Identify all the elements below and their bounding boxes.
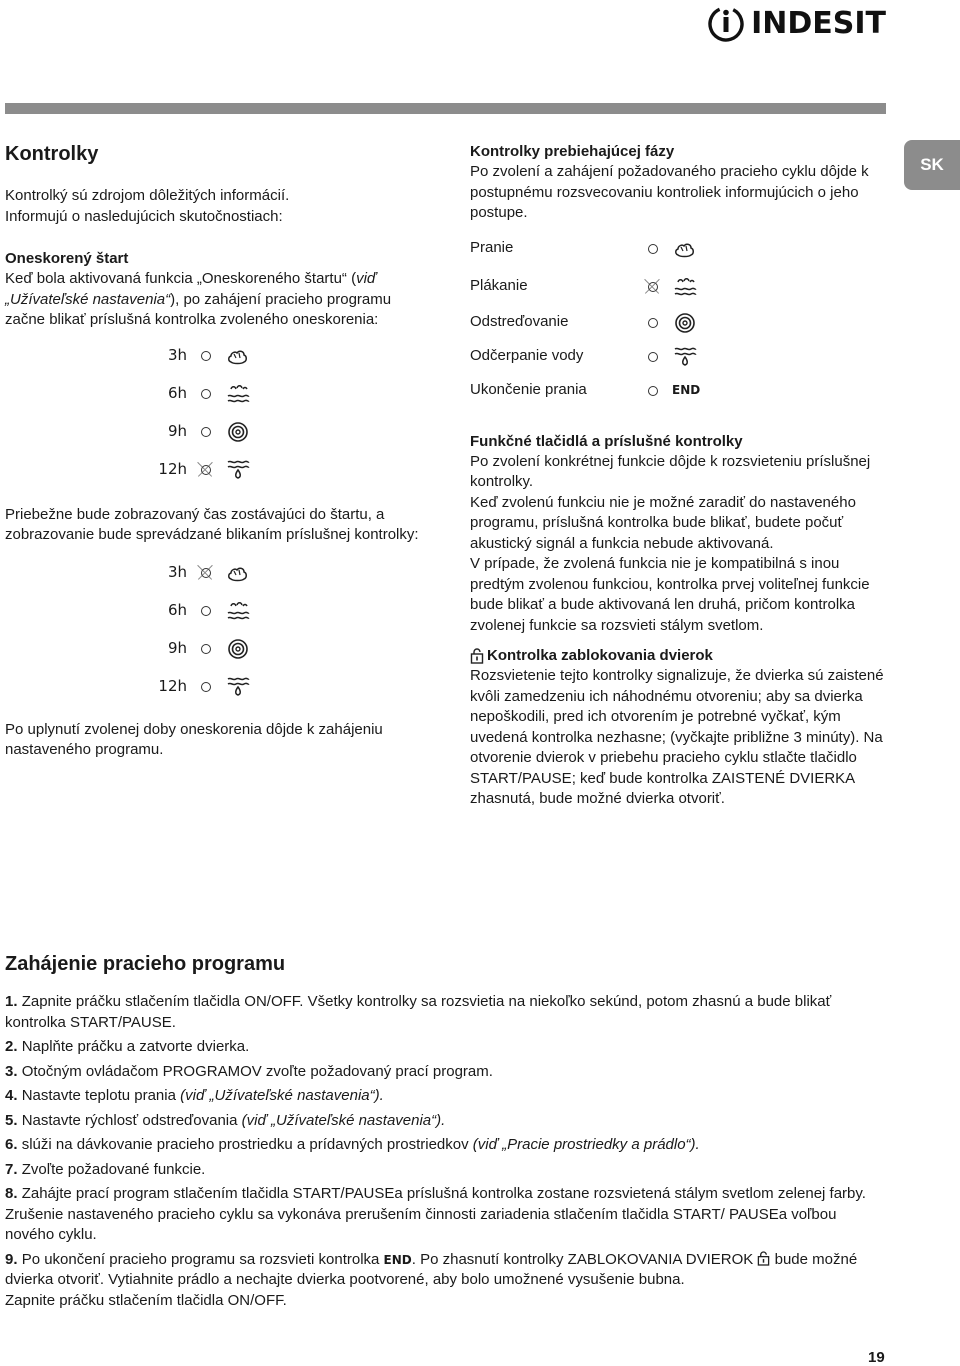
led-indicator-blinking [201,568,211,578]
led-row [5,554,430,592]
led-indicator [648,318,658,328]
led-label: 6h [167,601,187,620]
led-label: 12h [158,460,187,479]
drain-icon [225,675,251,699]
wash-icon [225,561,251,585]
function-paragraph-2: Keď zvolenú funkciu nie je možné zaradiť do nastaveného programu, príslušná kontrolka bude blikať, budete počuť akustický signál a funkcia nebude aktivovaná. [470,493,856,552]
delay-paragraph-1: Keď bola aktivovaná funkcia „Oneskoreného štartu“ (viď „Užívateľské nastavenia“), po zahájení pracieho programu začne blikať príslušná kontrolka zvoleného oneskorenia: [5,270,392,328]
end-label: END [672,383,701,398]
led-row [5,630,430,668]
led-indicator [201,389,211,399]
step-9: 9. Po ukončení pracieho programu sa rozsvieti kontrolka END. Po zhasnutí kontrolky ZABLOKOVANIA DVIEROK bude možné dvierka otvoriť. Vytiahnite prádlo a nechajte dvierka pootvorené, aby bolo umožnené vysušenie bubna. [5,1250,858,1288]
language-tab: SK [904,140,960,190]
function-paragraph-1: Po zvolení konkrétnej funkcie dôjde k rozsvieteniu príslušnej kontrolky. [470,452,871,490]
led-row [5,592,430,630]
delay-leds-blinking [5,337,430,489]
step-final: Zapnite práčku stlačením tlačidla ON/OFF. [5,1291,287,1309]
rinse-icon [225,599,251,623]
phase-list [470,230,890,408]
indesit-logo-icon [707,5,745,43]
phase-row-wash: Pranie [470,230,890,268]
brand-name: INDESIT [751,5,886,41]
led-label: 3h [167,563,187,582]
led-indicator [201,644,211,654]
lock-icon [470,648,484,664]
led-row [5,337,430,375]
led-indicator [648,244,658,254]
start-title: Zahájenie pracieho programu [5,953,286,975]
step-2: 2. Naplňte práčku a zatvorte dvierka. [5,1038,250,1055]
led-label: 9h [167,422,187,441]
section-title-kontrolky: Kontrolky [5,143,99,165]
spin-icon [672,311,698,335]
led-row [5,668,430,706]
led-indicator [201,351,211,361]
wash-icon [672,237,698,261]
right-column [470,142,890,810]
lock-icon [757,1251,770,1266]
delay-leds-countdown [5,554,430,706]
drain-icon [225,458,251,482]
intro-line-2: Informujú o nasledujúcich skutočnostiach: [5,207,283,225]
led-indicator-blinking [648,282,658,292]
step-8: 8. Zahájte prací program stlačením tlačidla START/PAUSEa príslušná kontrolka zostane rozsvietená stálym svetlom zelenej farby. Zrušenie nastaveného pracieho cyklu sa vykonáva prerušením činnosti zariadenia stlačením tlačidla START/ PAUSEa voľbou nového cyklu. [5,1185,866,1243]
led-row [5,413,430,451]
led-indicator [201,682,211,692]
step-5: 5. Nastavte rýchlosť odstreďovania (viď „Užívateľské nastavenia“). [5,1111,446,1129]
phase-row-spin: Odstreďovanie [470,306,890,340]
led-label: 9h [167,639,187,658]
led-label: 3h [167,346,187,365]
delay-title: Oneskorený štart [5,250,129,267]
led-indicator [201,427,211,437]
rinse-icon [225,382,251,406]
end-label: END [383,1252,412,1267]
spin-icon [225,420,251,444]
spin-icon [225,637,251,661]
step-1: 1. Zapnite práčku stlačením tlačidla ON/OFF. Všetky kontrolky sa rozsvietia na niekoľko sekúnd, potom zhasnú a bude blikať kontrolka START/PAUSE. [5,993,832,1031]
phase-text: Po zvolení a zahájení požadovaného pracieho cyklu dôjde k postupnému rozsvecovaniu kontroliek informujúcich o jeho postupe. [470,163,869,221]
door-lock-title: Kontrolka zablokovania dvierok [470,646,890,666]
led-indicator-blinking [201,465,211,475]
led-indicator [648,352,658,362]
phase-title: Kontrolky prebiehajúcej fázy [470,143,675,160]
step-4: 4. Nastavte teplotu prania (viď „Užívateľské nastavenia“). [5,1087,384,1104]
led-label: 12h [158,677,187,696]
led-indicator [201,606,211,616]
led-row [5,375,430,413]
step-3: 3. Otočným ovládačom PROGRAMOV zvoľte požadovaný prací program. [5,1062,493,1080]
wash-icon [225,344,251,368]
header-bar [5,103,886,114]
delay-paragraph-3: Po uplynutí zvolenej doby oneskorenia dôjde k zahájeniu nastaveného programu. [5,720,383,758]
drain-icon [672,345,698,369]
function-title: Funkčné tlačidlá a príslušné kontrolky [470,432,743,450]
led-indicator [648,386,658,396]
led-label: 6h [167,384,187,403]
function-paragraph-3: V prípade, že zvolená funkcia nie je kompatibilná s inou predtým zvolenou funkciou, kontrolka prvej voliteľnej funkcie bude blikať a bude aktivovaná len druhá, pričom kontrolka zvolenej funkcie sa rozsvieti stálym svetlom. [470,555,870,634]
delay-paragraph-2: Priebežne bude zobrazovaný čas zostávajúci do štartu, a zobrazovanie bude sprevádzané blikaním príslušnej kontrolky: [5,505,419,543]
rinse-icon [672,275,698,299]
left-column [5,142,430,761]
led-row [5,451,430,489]
step-6: 6. slúži na dávkovanie pracieho prostriedku a prídavných prostriedkov (viď „Pracie prostriedky a prádlo“). [5,1136,700,1153]
phase-row-end: Ukončenie prania END [470,374,890,408]
phase-row-rinse: Plákanie [470,268,890,306]
step-7: 7. Zvoľte požadované funkcie. [5,1160,206,1178]
start-section [5,952,887,1315]
phase-row-drain: Odčerpanie vody [470,340,890,374]
start-steps [5,992,887,1311]
page-number: 19 [868,1349,885,1366]
brand-logo [707,6,886,42]
door-lock-text: Rozsvietenie tejto kontrolky signalizuje, že dvierka sú zaistené kvôli zamedzeniu ich náhodnému otvoreniu; aby sa dvierka nepoškodili, pred ich otvorením je potrebné vyčkať, kým uvedená kontrolka nezhasne; (vyčkajte približne 3 minúty). Na otvorenie dvierok v priebehu pracieho cyklu stlačte tlačidlo START/PAUSE; keď bude kontrolka ZAISTENÉ DVIERKA zhasnutá, bude možné dvierka otvoriť. [470,667,884,807]
intro-line-1: Kontrolký sú zdrojom dôležitých informácií. [5,187,290,204]
